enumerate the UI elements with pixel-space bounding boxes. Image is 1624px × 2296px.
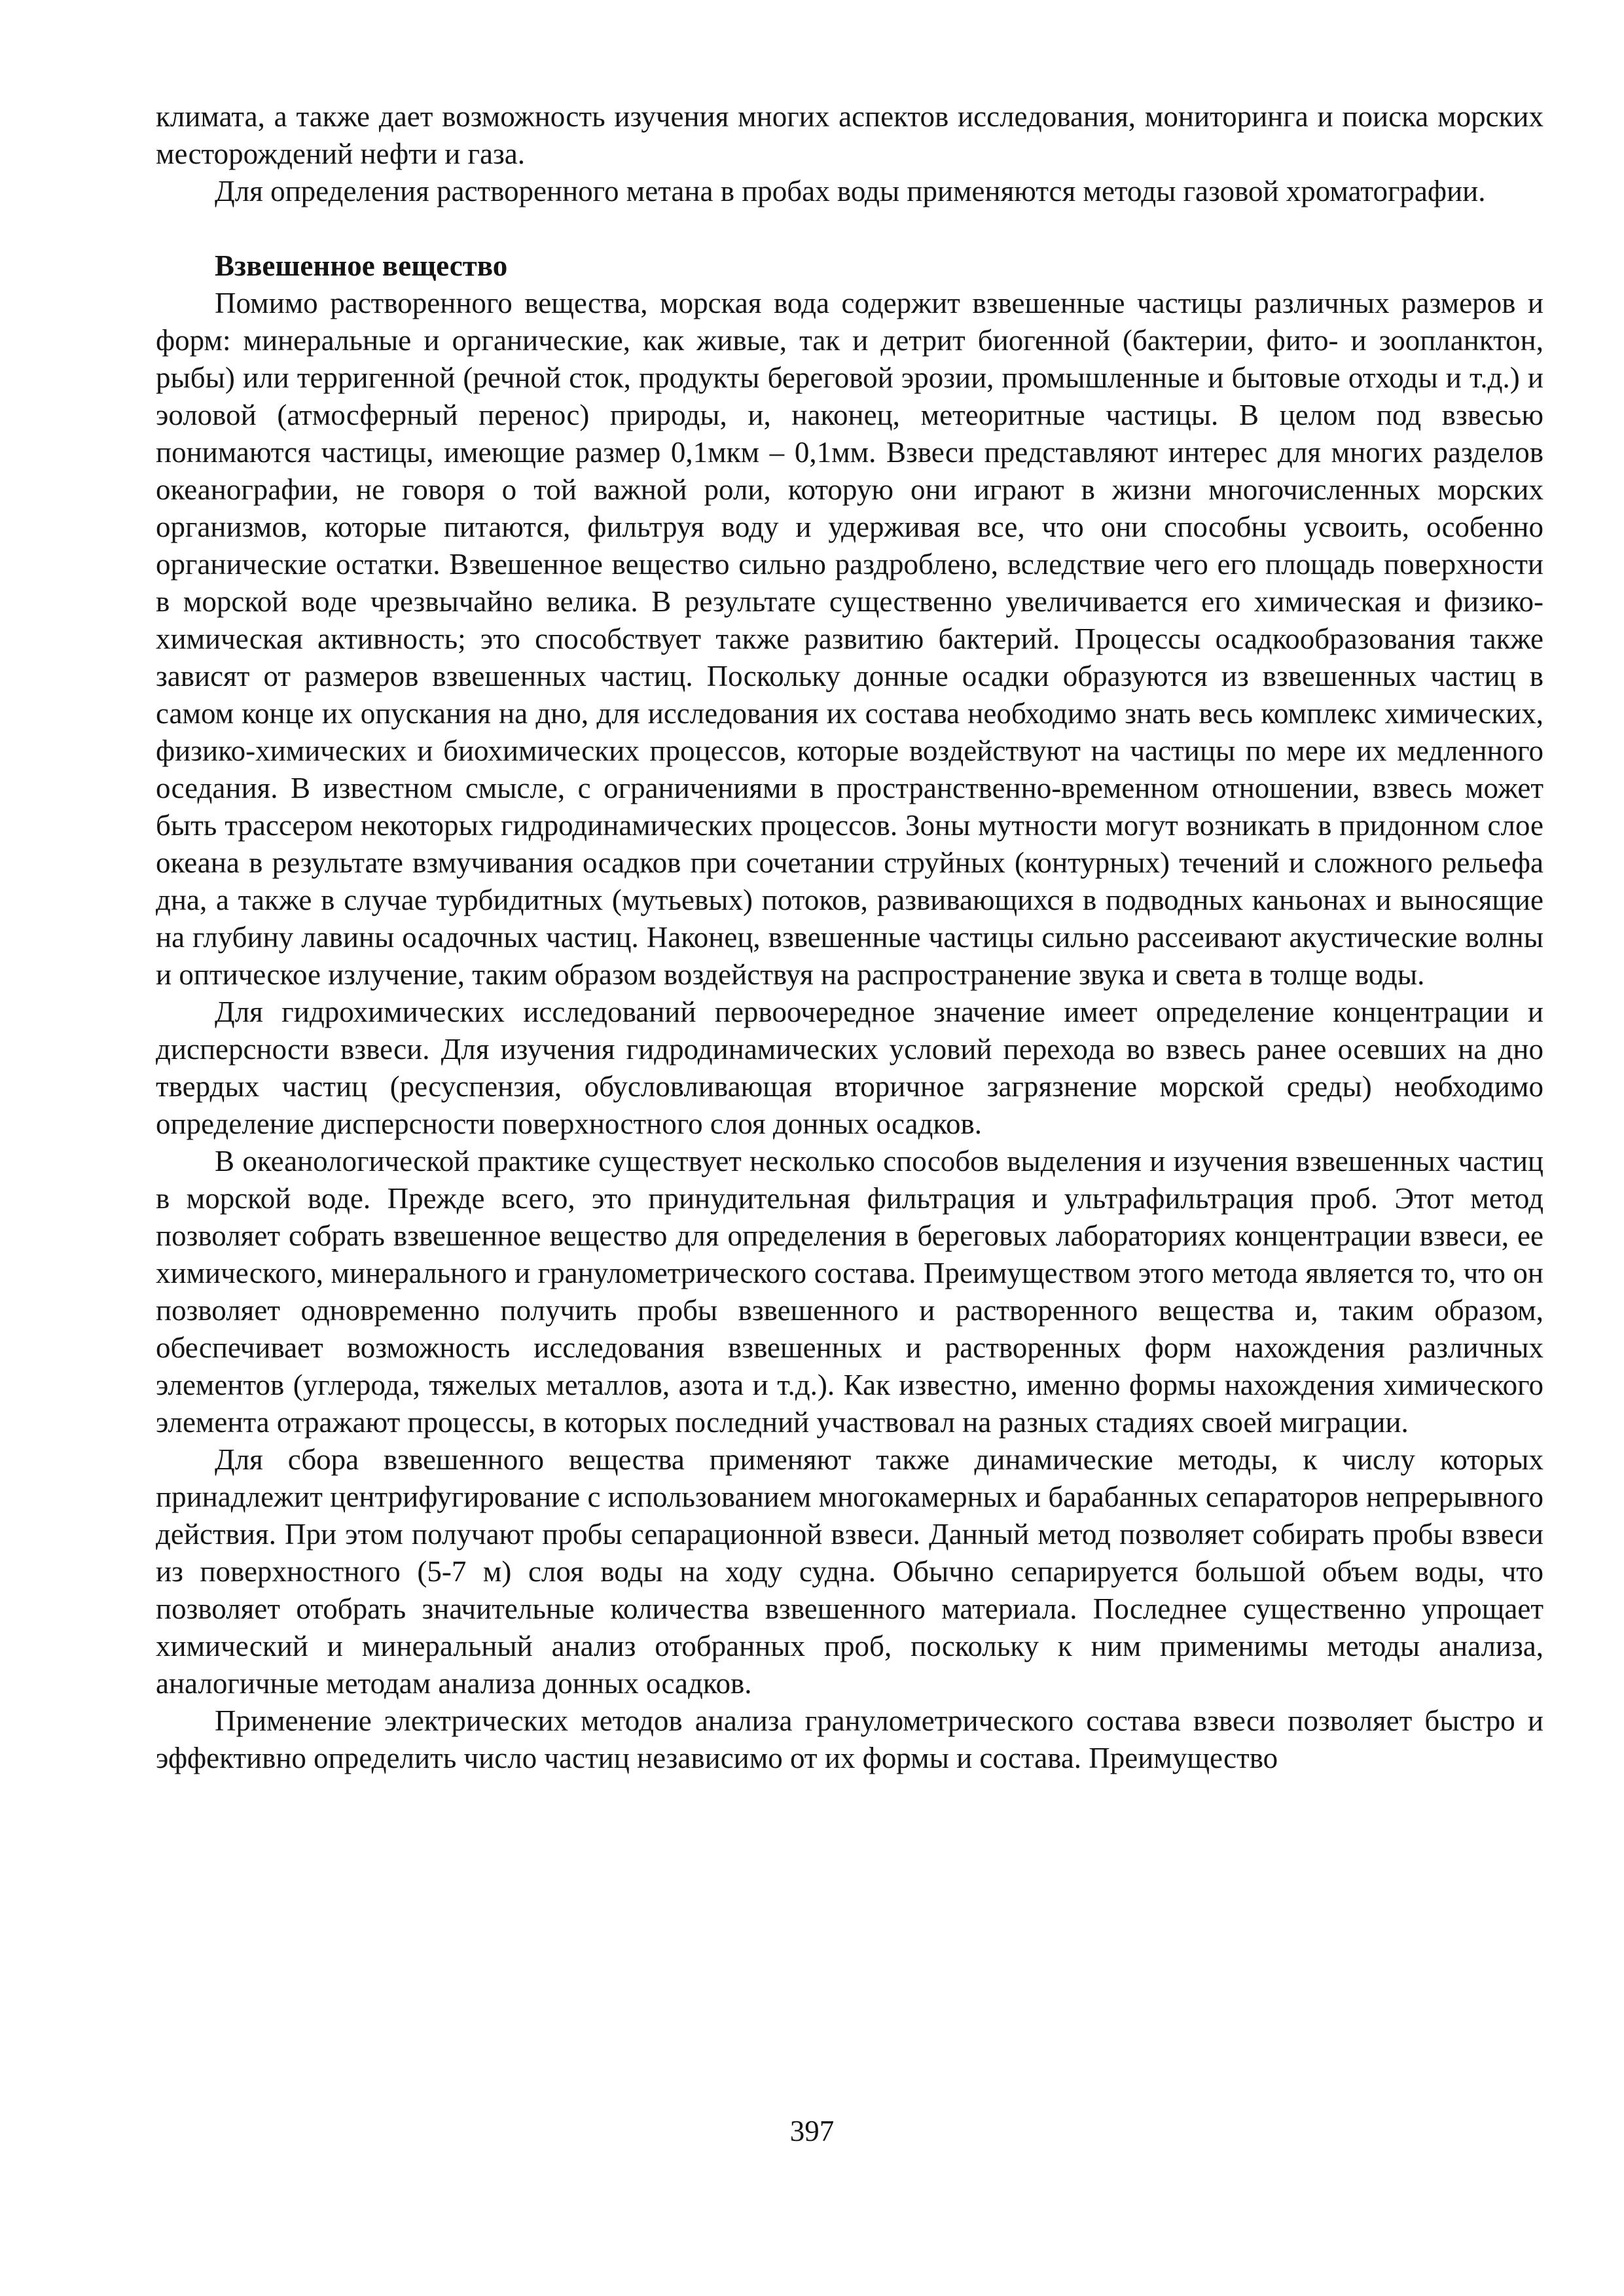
paragraph-electrical-methods: Применение электрических методов анализа гранулометрического состава взвеси позволяет быстро и эффективно определить число частиц независимо от их формы и состава. Преимущество — [156, 1704, 1543, 1774]
section-heading: Взвешенное вещество — [215, 249, 508, 282]
paragraph-filtration: В океанологической практике существует несколько способов выделения и изучения взвешенных частиц в морской воде. Прежде всего, это принудительная фильтрация и ультрафильтрация проб. Этот метод позволяет собрать взвешенное вещество для определения в береговых лабораториях концентрации взвеси, ее химического, минерального и гранулометрического состава. Преимуществом этого метода является то, что он позволяет одновременно получить пробы взвешенного и растворенного вещества и, таким образом, обеспечивает возможность исследования взвешенных и растворенных форм нахождения различных элементов (углерода, тяжелых металлов, азота и т.д.). Как известно, именно формы нахождения химического элемента отражают процессы, в которых последний участвовал на разных стадиях своей миграции. — [156, 1145, 1543, 1439]
paragraph-centrifugation: Для сбора взвешенного вещества применяют также динамические методы, к числу которых принадлежит центрифугирование с использованием многокамерных и барабанных сепараторов непрерывного действия. При этом получают пробы сепарационной взвеси. Данный метод позволяет собирать пробы взвеси из поверхностного (5-7 м) слоя воды на ходу судна. Обычно сепарируется большой объем воды, что позволяет отобрать значительные количества взвешенного материала. Последнее существенно упрощает химический и минеральный анализ отобранных проб, поскольку к ним применимы методы анализа, аналогичные методам анализа донных осадков. — [156, 1443, 1543, 1700]
paragraph-suspended-matter: Помимо растворенного вещества, морская вода содержит взвешенные частицы различных размеров и форм: минеральные и органические, как живые, так и детрит биогенной (бактерии, фито- и зоопланктон, рыбы) или терригенной (речной сток, продукты береговой эрозии, промышленные и бытовые отходы и т.д.) и эоловой (атмосферный перенос) природы, и, наконец, метеоритные частицы. В целом под взвесью понимаются частицы, имеющие размер 0,1мкм – 0,1мм. Взвеси представляют интерес для многих разделов океанографии, не говоря о той важной роли, которую они играют в жизни многочисленных морских организмов, которые питаются, фильтруя воду и удерживая все, что они способны усвоить, особенно органические остатки. Взвешенное вещество сильно раздроблено, вследствие чего его площадь поверхности в морской воде чрезвычайно велика. В результате существенно увеличивается его химическая и физико-химическая активность; это способствует также развитию бактерий. Процессы осадкообразования также зависят от размеров взвешенных частиц. Поскольку донные осадки образуются из взвешенных частиц в самом конце их опускания на дно, для исследования их состава необходимо знать весь комплекс химических, физико-химических и биохимических процессов, которые воздействуют на частицы по мере их медленного оседания. В известном смысле, с ограничениями в пространственно-временном отношении, взвесь может быть трассером некоторых гидродинамических процессов. Зоны мутности могут возникать в придонном слое океана в результате взмучивания осадков при сочетании струйных (контурных) течений и сложного рельефа дна, а также в случае турбидитных (мутьевых) потоков, развивающихся в подводных каньонах и выносящие на глубину лавины осадочных частиц. Наконец, взвешенные частицы сильно рассеивают акустические волны и оптическое излучение, таким образом воздействуя на распространение звука и света в толще воды. — [156, 287, 1543, 991]
page-number: 397 — [789, 2115, 835, 2147]
document-page — [156, 98, 1543, 2127]
paragraph-continued: климата, а также дает возможность изучения многих аспектов исследования, мониторинга и поиска морских месторождений нефти и газа. — [156, 100, 1543, 170]
paragraph-hydrochemical: Для гидрохимических исследований первоочередное значение имеет определение концентрации и дисперсности взвеси. Для изучения гидродинамических условий перехода во взвесь ранее осевших на дно твердых частиц (ресуспензия, обусловливающая вторичное загрязнение морской среды) необходимо определение дисперсности поверхностного слоя донных осадков. — [156, 996, 1543, 1140]
paragraph-methane: Для определения растворенного метана в пробах воды применяются методы газовой хроматографии. — [215, 175, 1486, 207]
